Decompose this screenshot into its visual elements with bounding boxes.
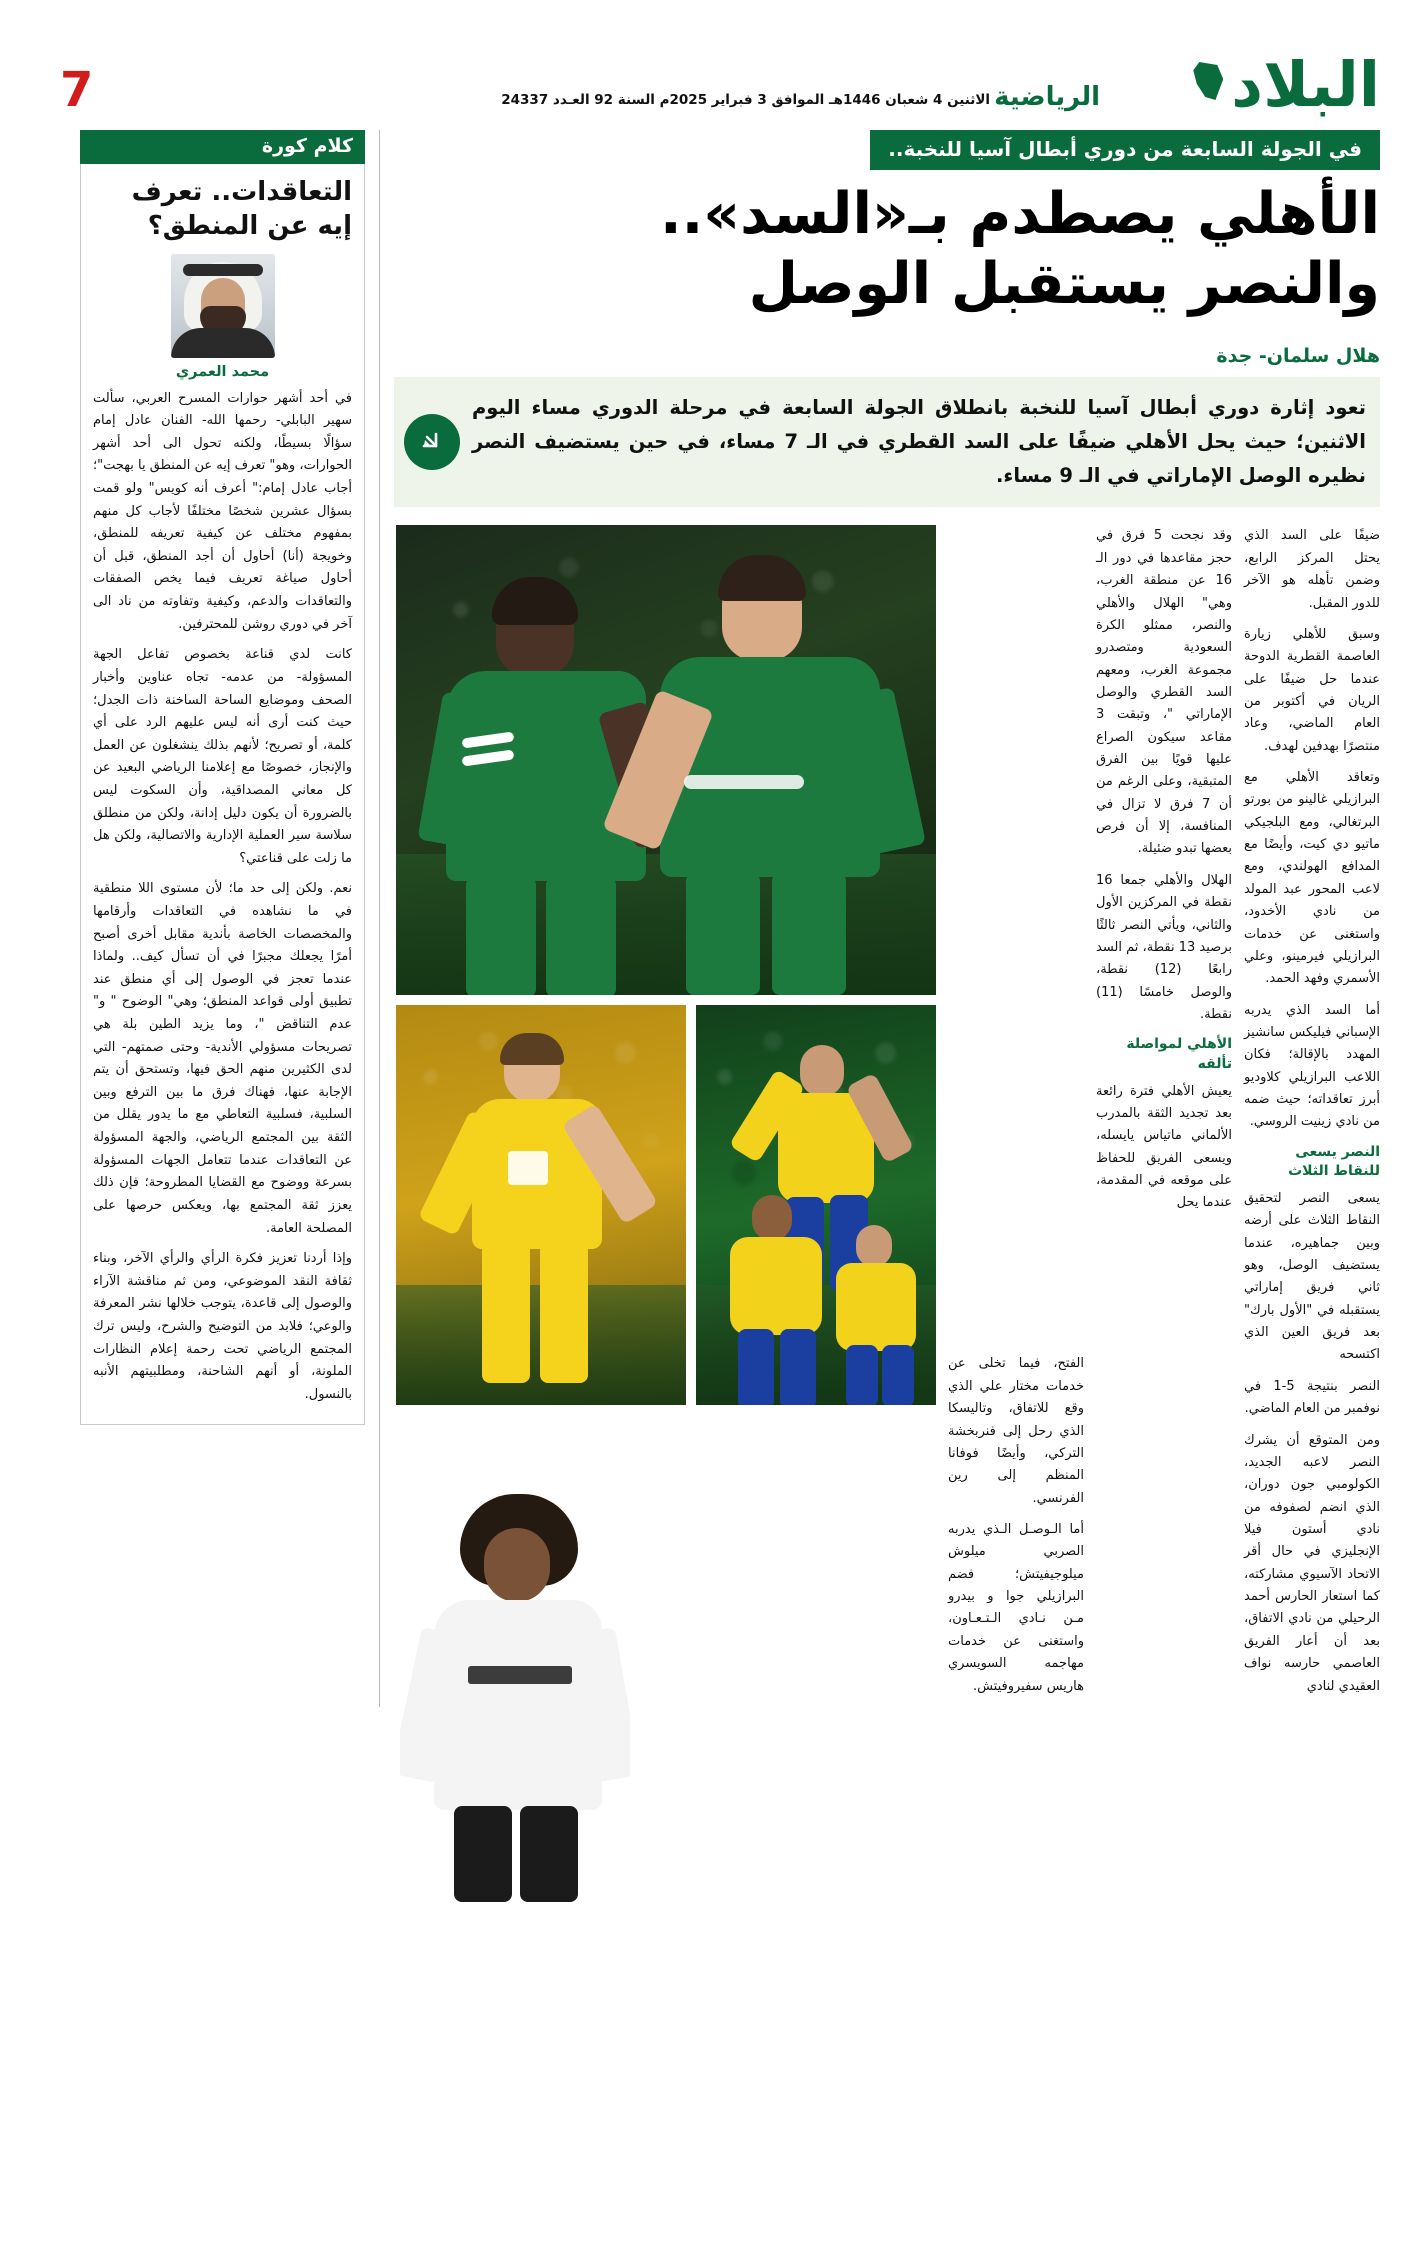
paragraph: وإذا أردنا تعزيز فكرة الرأي والرأي الآخر، وبناء ثقافة النقد الموضوعي، ومن ثم مناقشة الآراء والوصول إلى قاعدة، يتوجب خلالها نشر المعرفة والوعي؛ فلابد من التوضيح والشرح، وليس ترك المجتمع الرياضي تحت رحمة إعلام النظارات الملونة، أو أنهم الشاحنة، ومطلبيتهم الأنبه بالنسول. xyxy=(93,1251,352,1402)
masthead xyxy=(0,0,1420,130)
newspaper-logo xyxy=(1193,48,1380,121)
column-subheading: النصر يسعى للنقاط الثلاث xyxy=(1288,1143,1380,1180)
paragraph: وسبق للأهلي زيارة العاصمة القطرية الدوحة عندما حل ضيفًا على الريان في أكتوبر من العام الماضي، وعاد منتصرًا بهدفين لهدف. xyxy=(1244,626,1380,754)
article-lead-text: تعود إثارة دوري أبطال آسيا للنخبة بانطلاق الجولة السابعة في مرحلة الدوري مساء اليوم الاثنين؛ حيث يحل الأهلي ضيفًا على السد القطري في الـ 7 مساء، في حين يستضيف النصر نظيره الوصل الإماراتي في الـ 9 مساء. xyxy=(472,396,1366,488)
player-figure-sadd xyxy=(410,1480,625,1900)
sidebar-section-head: كلام كورة xyxy=(80,130,365,164)
article-column-middle xyxy=(1096,525,1232,1706)
story-body xyxy=(394,525,1380,1706)
paragraph: أما الـوصـل الـذي يدربه الصربي ميلوش ميلوجيفيتش؛ فضم البرازيلي جوا و بيدرو مـن نـادي الـتـعـاون، واستغنى عن خدمات مهاجمه السويسري هاريس سفيروفيتش. xyxy=(948,1522,1084,1694)
paragraph: يعيش الأهلي فترة رائعة بعد تجديد الثقة بالمدرب الألماني ماتياس يايسله، ويسعى الفريق للحفاظ على موقعه في المقدمة، عندما يحل xyxy=(1096,1083,1232,1211)
paragraph: الهلال والأهلي جمعا 16 نقطة في المركزين الأول والثاني، ويأتي النصر ثالثًا برصيد 13 نقطة، ثم السد رابعًا (12) نقطة، والوصل خامسًا (11) نقطة. xyxy=(1096,872,1233,1022)
page-number: 7 xyxy=(60,62,94,118)
paragraph: أما السد الذي يدربه الإسباني فيليكس سانشيز المهدد بالإقالة؛ فكان اللاعب البرازيلي كلاوديو أبرز تعاقداته؛ حيث ضمه من نادي زينيت الروسي. xyxy=(1244,1002,1380,1130)
issue-date-line: الاثنين 4 شعبان 1446هـ الموافق 3 فبراير 2025م السنة 92 العـدد 24337 xyxy=(501,92,990,108)
section-label: الرياضية xyxy=(994,82,1100,112)
paragraph: في أحد أشهر حوارات المسرح العربي، سألت سهير البابلي- رحمها الله- الفنان عادل إمام سؤالًا بسيطًا، ولكنه تحول الى أحد أشهر الحوارات، وهو" تعرف إيه عن المنطق يا بهجت"؛ أجاب عادل إمام:" أعرف أنه كويس" ولو قمت بسؤال عشرين شخصًا مختلفًا لأجاب كل منهم بمفهوم مختلف عن كيفية تعريفه للمنطق، وخويجة (أنا) أحاول أن أجد المنطق، قبل أن أحاول صياغة تعريف فيما يخص الصفقات والتعاقدات والدعم، وكيفية وتفاوته من ناد الى آخر في دوري روشن للمحترفين. xyxy=(93,390,352,632)
bottom-photo-row xyxy=(396,1005,936,1405)
logo-wordmark: البلاد xyxy=(1231,48,1380,121)
arrow-down-right-icon xyxy=(404,414,460,470)
author-avatar xyxy=(171,254,275,358)
headline-line-1: الأهلي يصطدم بـ«السد».. xyxy=(660,181,1380,247)
article-kicker: في الجولة السابعة من دوري أبطال آسيا للنخبة.. xyxy=(870,130,1380,170)
paragraph: نعم. ولكن إلى حد ما؛ لأن مستوى اللا منطقية في ما نشاهده في التعاقدات وأرقامها والمخصصات الخاصة بأندية مقابل أخرى أصبح أمرًا يجعلك مجبرًا في أن تسأل كيف.. ولماذا عندما تعجز في الوصول إلى أي منطق عند تطبيق أولى قواعد المنطق؛ وهي" الوضوح " و" عدم التناقض "، وما يزيد الطين بلة هي تصريحات مسؤولي الأندية- وحتى صمتهم- التي لدى الكثيرين منهم الحق فيها، وتستحق أن يتم الإجابة عنها، فهناك فرق ما بين الترفع وبين السلبية، فسلبية التعاطي مع ما يدور يقلل من الثقة بين المجتمع الرياضي، والجهة المسؤولة عن التعاقدات عندما تتعامل الجهات المسؤولة بسرعة ووضوح مع القضايا المطروحة؛ فإن ذلك يعزز ثقة المجتمع بها، ويعكس حرصها على المصلحة العامة. xyxy=(93,881,352,1236)
player-figure-background xyxy=(826,1225,936,1405)
sidebar-box xyxy=(80,164,365,1425)
text-columns xyxy=(948,525,1380,1706)
paragraph: ومن المتوقع أن يشرك النصر لاعبه الجديد، الكولومبي جون دوران، الذي انضم لصفوفه من نادي أستون فيلا الإنجليزي في حال أقر الاتحاد الآسيوي مشاركته، كما استعار الحارس أحمد الرحيلي من نادي الاتفاق، بعد أن أعار الفريق العاصمي حارسه نواف العقيدي لنادي xyxy=(1244,1432,1380,1694)
author-name: محمد العمري xyxy=(175,363,270,380)
main-article xyxy=(380,130,1380,1707)
photo-column xyxy=(396,525,936,1706)
sidebar-article-text xyxy=(93,388,352,1407)
paragraph: النصر بنتيجة 5-1 في نوفمبر من العام الماضي. xyxy=(1244,1378,1380,1417)
photo-wasl-player xyxy=(396,1005,686,1405)
paragraph: وقد نجحت 5 فرق في حجز مقاعدها في دور الـ 16 عن منطقة الغرب، وهي" الهلال والأهلي والنصر، ممثلو الكرة السعودية ومتصدرو مجموعة الغرب، ومعهم السد القطري والوصل الإماراتي "، وتبقت 3 مقاعد سيكون الصراع عليها قويًا بين الفرق المتبقية، وعلى الرغم من أن 7 فرق لا تزال في المنافسة، إلا أن فرص بعضها تبدو ضئيلة. xyxy=(1096,528,1232,857)
paragraph: الفتح، فيما تخلى عن خدمات مختار علي الذي وقع للاتفاق، وتاليسكا الذي رحل إلى فنربخشة التركي، وأيضًا فوفانا المنظم إلى رين الفرنسي. xyxy=(948,1356,1084,1506)
paragraph: يسعى النصر لتحقيق النقاط الثلاث على أرضه وبين جماهيره، عندما يستضيف الوصل، وهو ثاني فريق إماراتي يستقبله في "الأول بارك" بعد فريق العين الذي اكتسحه xyxy=(1244,1190,1380,1363)
paragraph: ضيفًا على السد الذي يحتل المركز الرابع، وضمن تأهله هو الآخر للدور المقبل. xyxy=(1244,528,1380,611)
article-byline: هلال سلمان- جدة xyxy=(1216,345,1380,368)
article-lead-box xyxy=(394,375,1380,507)
photo-sadd-player-inset xyxy=(400,1480,630,1910)
page-content xyxy=(0,130,1420,1707)
paragraph: كانت لدي قناعة بخصوص تفاعل الجهة المسؤولة- من عدمه- تجاه عناوين وأخبار الصحف وموضايع الساحة الساخنة ذات الجدل؛ حيث كنت أرى أنه ليس عليهم الرد على أي كلمة، أو تصريح؛ لأنهم بذلك ينشغلون عن العمل والإنجاز، خصوصًا مع إعلامنا الرياضي البعيد عن كل معاني المصداقية، وأن السكوت ليس بالضرورة أن يكون دليل إدانة، ولكن من منطلق سلاسة سير العملية الإدارية والاتصالية، ولكن هل ما زلت على قناعتي؟ xyxy=(93,647,352,866)
article-headline xyxy=(394,180,1380,319)
article-column-left xyxy=(948,1353,1084,1706)
paragraph: وتعاقد الأهلي مع البرازيلي غالينو من بورتو البرتغالي، ومع البلجيكي ماتيو دي كيت، وأيضًا مع المدافع الهولندي، ومع لاعب المحور عبد المولد من نادي الأخدود، واستغنى عن خدمات البرازيلي فيرمينو، وعلي الأسمري وفهد الحمد. xyxy=(1244,770,1380,987)
photo-nassr-players xyxy=(696,1005,936,1405)
player-figure-2 xyxy=(636,565,916,995)
headline-line-2: والنصر يستقبل الوصل xyxy=(748,250,1380,317)
photo-ahli-players xyxy=(396,525,936,995)
kicker-row xyxy=(394,130,1380,170)
saudi-map-icon xyxy=(1193,62,1223,100)
player-figure-celebrating xyxy=(452,1041,642,1381)
sidebar-title: التعاقدات.. تعرف إيه عن المنطق؟ xyxy=(131,177,352,241)
article-column-right xyxy=(1244,525,1380,1706)
column-subheading: الأهلي لمواصلة تألقه xyxy=(1126,1036,1232,1072)
opinion-sidebar xyxy=(80,130,380,1707)
